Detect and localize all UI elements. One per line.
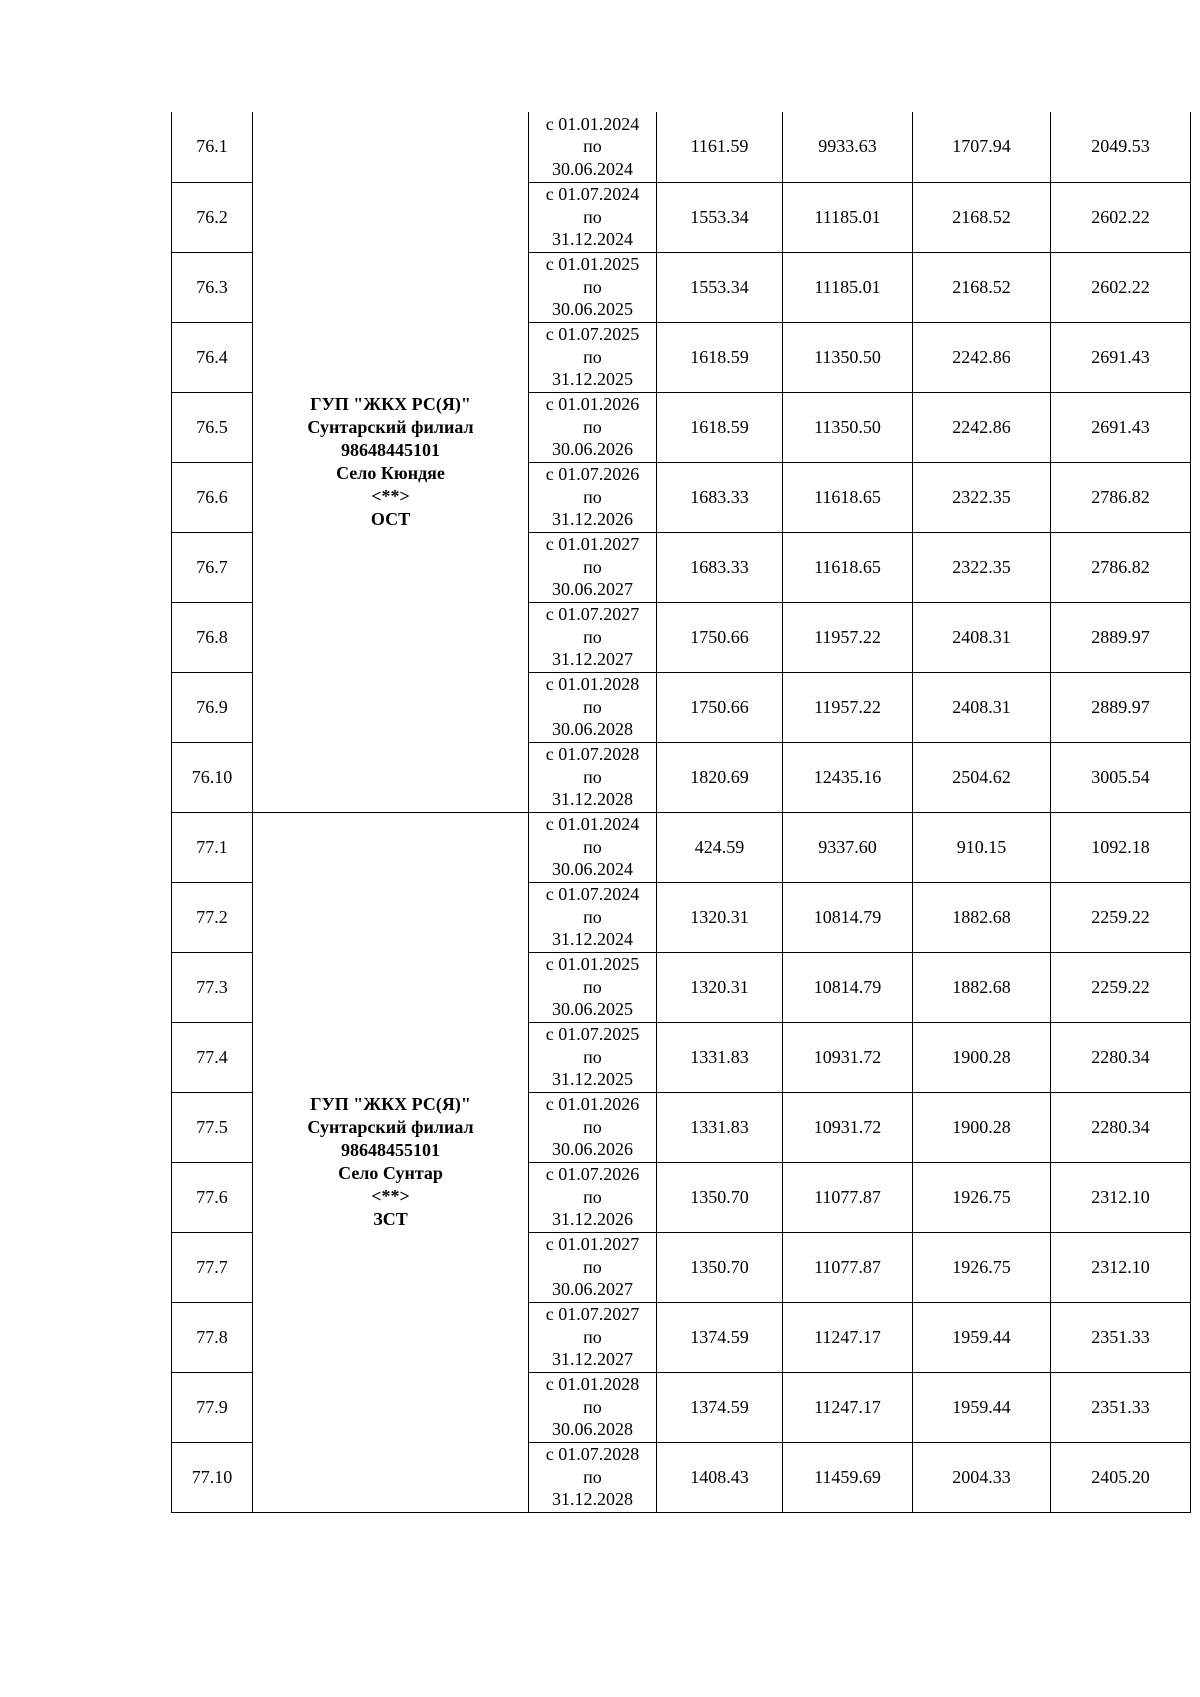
organization-line: Село Кюндяе (336, 462, 445, 483)
organization-cell (253, 812, 529, 1512)
value-col-1: 1350.70 (657, 1232, 783, 1302)
period-cell (529, 462, 657, 532)
value-col-1: 1408.43 (657, 1442, 783, 1512)
period-line: по (583, 276, 602, 297)
period-line: с 01.07.2026 (545, 1164, 640, 1185)
period-cell (529, 882, 657, 952)
value-col-4: 2889.97 (1051, 602, 1191, 672)
value-col-2: 11957.22 (783, 672, 913, 742)
value-col-3: 2004.33 (913, 1442, 1051, 1512)
value-col-3: 2322.35 (913, 462, 1051, 532)
value-col-3: 1900.28 (913, 1092, 1051, 1162)
organization-line: ГУП "ЖКХ РС(Я)" (310, 393, 471, 414)
row-number: 76.9 (172, 672, 253, 742)
value-col-3: 2242.86 (913, 322, 1051, 392)
value-col-1: 1350.70 (657, 1162, 783, 1232)
period-line: по (583, 136, 602, 157)
value-col-3: 910.15 (913, 812, 1051, 882)
row-number: 77.8 (172, 1302, 253, 1372)
value-col-3: 2168.52 (913, 252, 1051, 322)
value-col-1: 1820.69 (657, 742, 783, 812)
row-number: 76.7 (172, 532, 253, 602)
value-col-1: 1750.66 (657, 602, 783, 672)
period-line: с 01.01.2024 (545, 814, 640, 835)
period-cell (529, 742, 657, 812)
organization-line: Сунтарский филиал (307, 416, 474, 437)
value-col-3: 1959.44 (913, 1372, 1051, 1442)
period-line: с 01.07.2028 (545, 744, 640, 765)
period-cell (529, 672, 657, 742)
value-col-3: 1926.75 (913, 1162, 1051, 1232)
period-cell (529, 602, 657, 672)
period-line: с 01.01.2026 (545, 394, 640, 415)
period-line: 31.12.2025 (552, 369, 633, 390)
row-number: 76.2 (172, 182, 253, 252)
period-line: по (583, 1116, 602, 1137)
period-line: по (583, 906, 602, 927)
value-col-2: 11350.50 (783, 392, 913, 462)
period-line: с 01.07.2025 (545, 324, 640, 345)
period-cell (529, 1022, 657, 1092)
value-col-3: 2408.31 (913, 602, 1051, 672)
value-col-4: 2351.33 (1051, 1302, 1191, 1372)
value-col-1: 424.59 (657, 812, 783, 882)
row-number: 77.7 (172, 1232, 253, 1302)
period-line: по (583, 486, 602, 507)
value-col-4: 2691.43 (1051, 392, 1191, 462)
value-col-2: 11185.01 (783, 182, 913, 252)
value-col-2: 9933.63 (783, 112, 913, 182)
period-line: по (583, 1046, 602, 1067)
period-line: 31.12.2028 (552, 1489, 633, 1510)
value-col-2: 11957.22 (783, 602, 913, 672)
period-line: 31.12.2026 (552, 509, 633, 530)
value-col-2: 11247.17 (783, 1372, 913, 1442)
value-col-1: 1618.59 (657, 322, 783, 392)
row-number: 76.10 (172, 742, 253, 812)
value-col-2: 11459.69 (783, 1442, 913, 1512)
period-line: с 01.01.2028 (545, 1374, 640, 1395)
value-col-3: 1882.68 (913, 882, 1051, 952)
period-line: по (583, 1466, 602, 1487)
period-line: 30.06.2024 (552, 159, 633, 180)
period-line: с 01.01.2024 (545, 113, 640, 134)
period-line: по (583, 836, 602, 857)
value-col-3: 2504.62 (913, 742, 1051, 812)
value-col-4: 2259.22 (1051, 952, 1191, 1022)
value-col-4: 2280.34 (1051, 1022, 1191, 1092)
value-col-3: 2408.31 (913, 672, 1051, 742)
organization-line: <**> (371, 1186, 410, 1206)
value-col-3: 2322.35 (913, 532, 1051, 602)
value-col-2: 10814.79 (783, 882, 913, 952)
period-line: по (583, 1396, 602, 1417)
value-col-4: 2889.97 (1051, 672, 1191, 742)
period-line: с 01.07.2025 (545, 1024, 640, 1045)
period-cell (529, 182, 657, 252)
value-col-1: 1553.34 (657, 182, 783, 252)
row-number: 77.10 (172, 1442, 253, 1512)
period-line: по (583, 696, 602, 717)
period-line: с 01.01.2027 (545, 534, 640, 555)
period-line: с 01.01.2027 (545, 1234, 640, 1255)
period-line: по (583, 1256, 602, 1277)
value-col-1: 1320.31 (657, 882, 783, 952)
table-row (172, 812, 1191, 882)
organization-cell (253, 112, 529, 812)
period-cell (529, 112, 657, 182)
period-line: 30.06.2024 (552, 859, 633, 880)
value-col-1: 1374.59 (657, 1372, 783, 1442)
organization-line: Сунтарский филиал (307, 1117, 474, 1137)
value-col-2: 12435.16 (783, 742, 913, 812)
period-cell (529, 252, 657, 322)
value-col-4: 2049.53 (1051, 112, 1191, 182)
value-col-4: 2280.34 (1051, 1092, 1191, 1162)
row-number: 77.3 (172, 952, 253, 1022)
period-line: 31.12.2027 (552, 1349, 633, 1370)
value-col-1: 1618.59 (657, 392, 783, 462)
period-line: по (583, 1186, 602, 1207)
period-line: 30.06.2025 (552, 299, 633, 320)
organization-line: <**> (371, 485, 410, 506)
period-line: с 01.01.2025 (545, 254, 640, 275)
period-line: с 01.01.2025 (545, 954, 640, 975)
period-cell (529, 952, 657, 1022)
organization-line: ГУП "ЖКХ РС(Я)" (310, 1094, 471, 1114)
tariff-table (171, 112, 1191, 1513)
value-col-4: 2405.20 (1051, 1442, 1191, 1512)
period-line: 30.06.2026 (552, 1139, 633, 1160)
period-cell (529, 1232, 657, 1302)
value-col-4: 2691.43 (1051, 322, 1191, 392)
period-line: 31.12.2027 (552, 649, 633, 670)
period-line: по (583, 416, 602, 437)
row-number: 76.1 (172, 112, 253, 182)
period-line: 30.06.2027 (552, 1279, 633, 1300)
value-col-4: 3005.54 (1051, 742, 1191, 812)
value-col-2: 11618.65 (783, 532, 913, 602)
period-line: по (583, 976, 602, 997)
value-col-2: 9337.60 (783, 812, 913, 882)
value-col-1: 1553.34 (657, 252, 783, 322)
value-col-4: 2786.82 (1051, 532, 1191, 602)
organization-line: ЗСТ (373, 1209, 408, 1229)
value-col-3: 2168.52 (913, 182, 1051, 252)
value-col-3: 1900.28 (913, 1022, 1051, 1092)
period-cell (529, 1092, 657, 1162)
period-line: 31.12.2026 (552, 1209, 633, 1230)
organization-line: 98648445101 (341, 439, 440, 460)
row-number: 77.1 (172, 812, 253, 882)
value-col-4: 2351.33 (1051, 1372, 1191, 1442)
period-line: 30.06.2028 (552, 1419, 633, 1440)
row-number: 76.3 (172, 252, 253, 322)
organization-line: Село Сунтар (338, 1163, 443, 1183)
row-number: 77.9 (172, 1372, 253, 1442)
period-cell (529, 1442, 657, 1512)
value-col-3: 1926.75 (913, 1232, 1051, 1302)
value-col-2: 11077.87 (783, 1232, 913, 1302)
value-col-1: 1683.33 (657, 462, 783, 532)
period-line: 31.12.2025 (552, 1069, 633, 1090)
period-line: 30.06.2027 (552, 579, 633, 600)
value-col-4: 2602.22 (1051, 182, 1191, 252)
value-col-2: 11185.01 (783, 252, 913, 322)
table-body (172, 112, 1191, 1512)
period-line: 30.06.2026 (552, 439, 633, 460)
period-cell (529, 1302, 657, 1372)
period-line: с 01.07.2024 (545, 884, 640, 905)
period-line: по (583, 346, 602, 367)
period-line: по (583, 1326, 602, 1347)
period-line: 31.12.2028 (552, 789, 633, 810)
row-number: 76.5 (172, 392, 253, 462)
value-col-3: 1707.94 (913, 112, 1051, 182)
period-line: по (583, 626, 602, 647)
table-row (172, 112, 1191, 182)
period-cell (529, 322, 657, 392)
organization-line: ОСТ (370, 508, 411, 529)
value-col-1: 1331.83 (657, 1022, 783, 1092)
period-line: с 01.01.2026 (545, 1094, 640, 1115)
value-col-2: 11350.50 (783, 322, 913, 392)
period-line: с 01.01.2028 (545, 674, 640, 695)
period-line: 30.06.2025 (552, 999, 633, 1020)
period-line: 30.06.2028 (552, 719, 633, 740)
value-col-2: 10814.79 (783, 952, 913, 1022)
value-col-2: 11618.65 (783, 462, 913, 532)
value-col-4: 2786.82 (1051, 462, 1191, 532)
value-col-4: 1092.18 (1051, 812, 1191, 882)
row-number: 77.2 (172, 882, 253, 952)
value-col-1: 1331.83 (657, 1092, 783, 1162)
period-cell (529, 1372, 657, 1442)
value-col-3: 1882.68 (913, 952, 1051, 1022)
value-col-4: 2602.22 (1051, 252, 1191, 322)
value-col-1: 1374.59 (657, 1302, 783, 1372)
value-col-4: 2312.10 (1051, 1232, 1191, 1302)
row-number: 77.6 (172, 1162, 253, 1232)
period-line: с 01.07.2024 (545, 184, 640, 205)
period-line: по (583, 206, 602, 227)
period-line: по (583, 556, 602, 577)
period-cell (529, 1162, 657, 1232)
period-line: с 01.07.2027 (545, 604, 640, 625)
period-line: 31.12.2024 (552, 929, 633, 950)
value-col-3: 2242.86 (913, 392, 1051, 462)
period-line: с 01.07.2028 (545, 1444, 640, 1465)
value-col-2: 11247.17 (783, 1302, 913, 1372)
period-cell (529, 812, 657, 882)
row-number: 76.4 (172, 322, 253, 392)
period-cell (529, 392, 657, 462)
value-col-2: 11077.87 (783, 1162, 913, 1232)
value-col-1: 1161.59 (657, 112, 783, 182)
value-col-4: 2259.22 (1051, 882, 1191, 952)
value-col-4: 2312.10 (1051, 1162, 1191, 1232)
value-col-1: 1320.31 (657, 952, 783, 1022)
row-number: 76.6 (172, 462, 253, 532)
value-col-1: 1683.33 (657, 532, 783, 602)
value-col-2: 10931.72 (783, 1022, 913, 1092)
row-number: 77.5 (172, 1092, 253, 1162)
period-line: по (583, 766, 602, 787)
value-col-1: 1750.66 (657, 672, 783, 742)
period-line: с 01.07.2027 (545, 1304, 640, 1325)
period-line: 31.12.2024 (552, 229, 633, 250)
organization-line: 98648455101 (341, 1140, 440, 1160)
value-col-2: 10931.72 (783, 1092, 913, 1162)
row-number: 77.4 (172, 1022, 253, 1092)
period-line: с 01.07.2026 (545, 464, 640, 485)
value-col-3: 1959.44 (913, 1302, 1051, 1372)
period-cell (529, 532, 657, 602)
row-number: 76.8 (172, 602, 253, 672)
